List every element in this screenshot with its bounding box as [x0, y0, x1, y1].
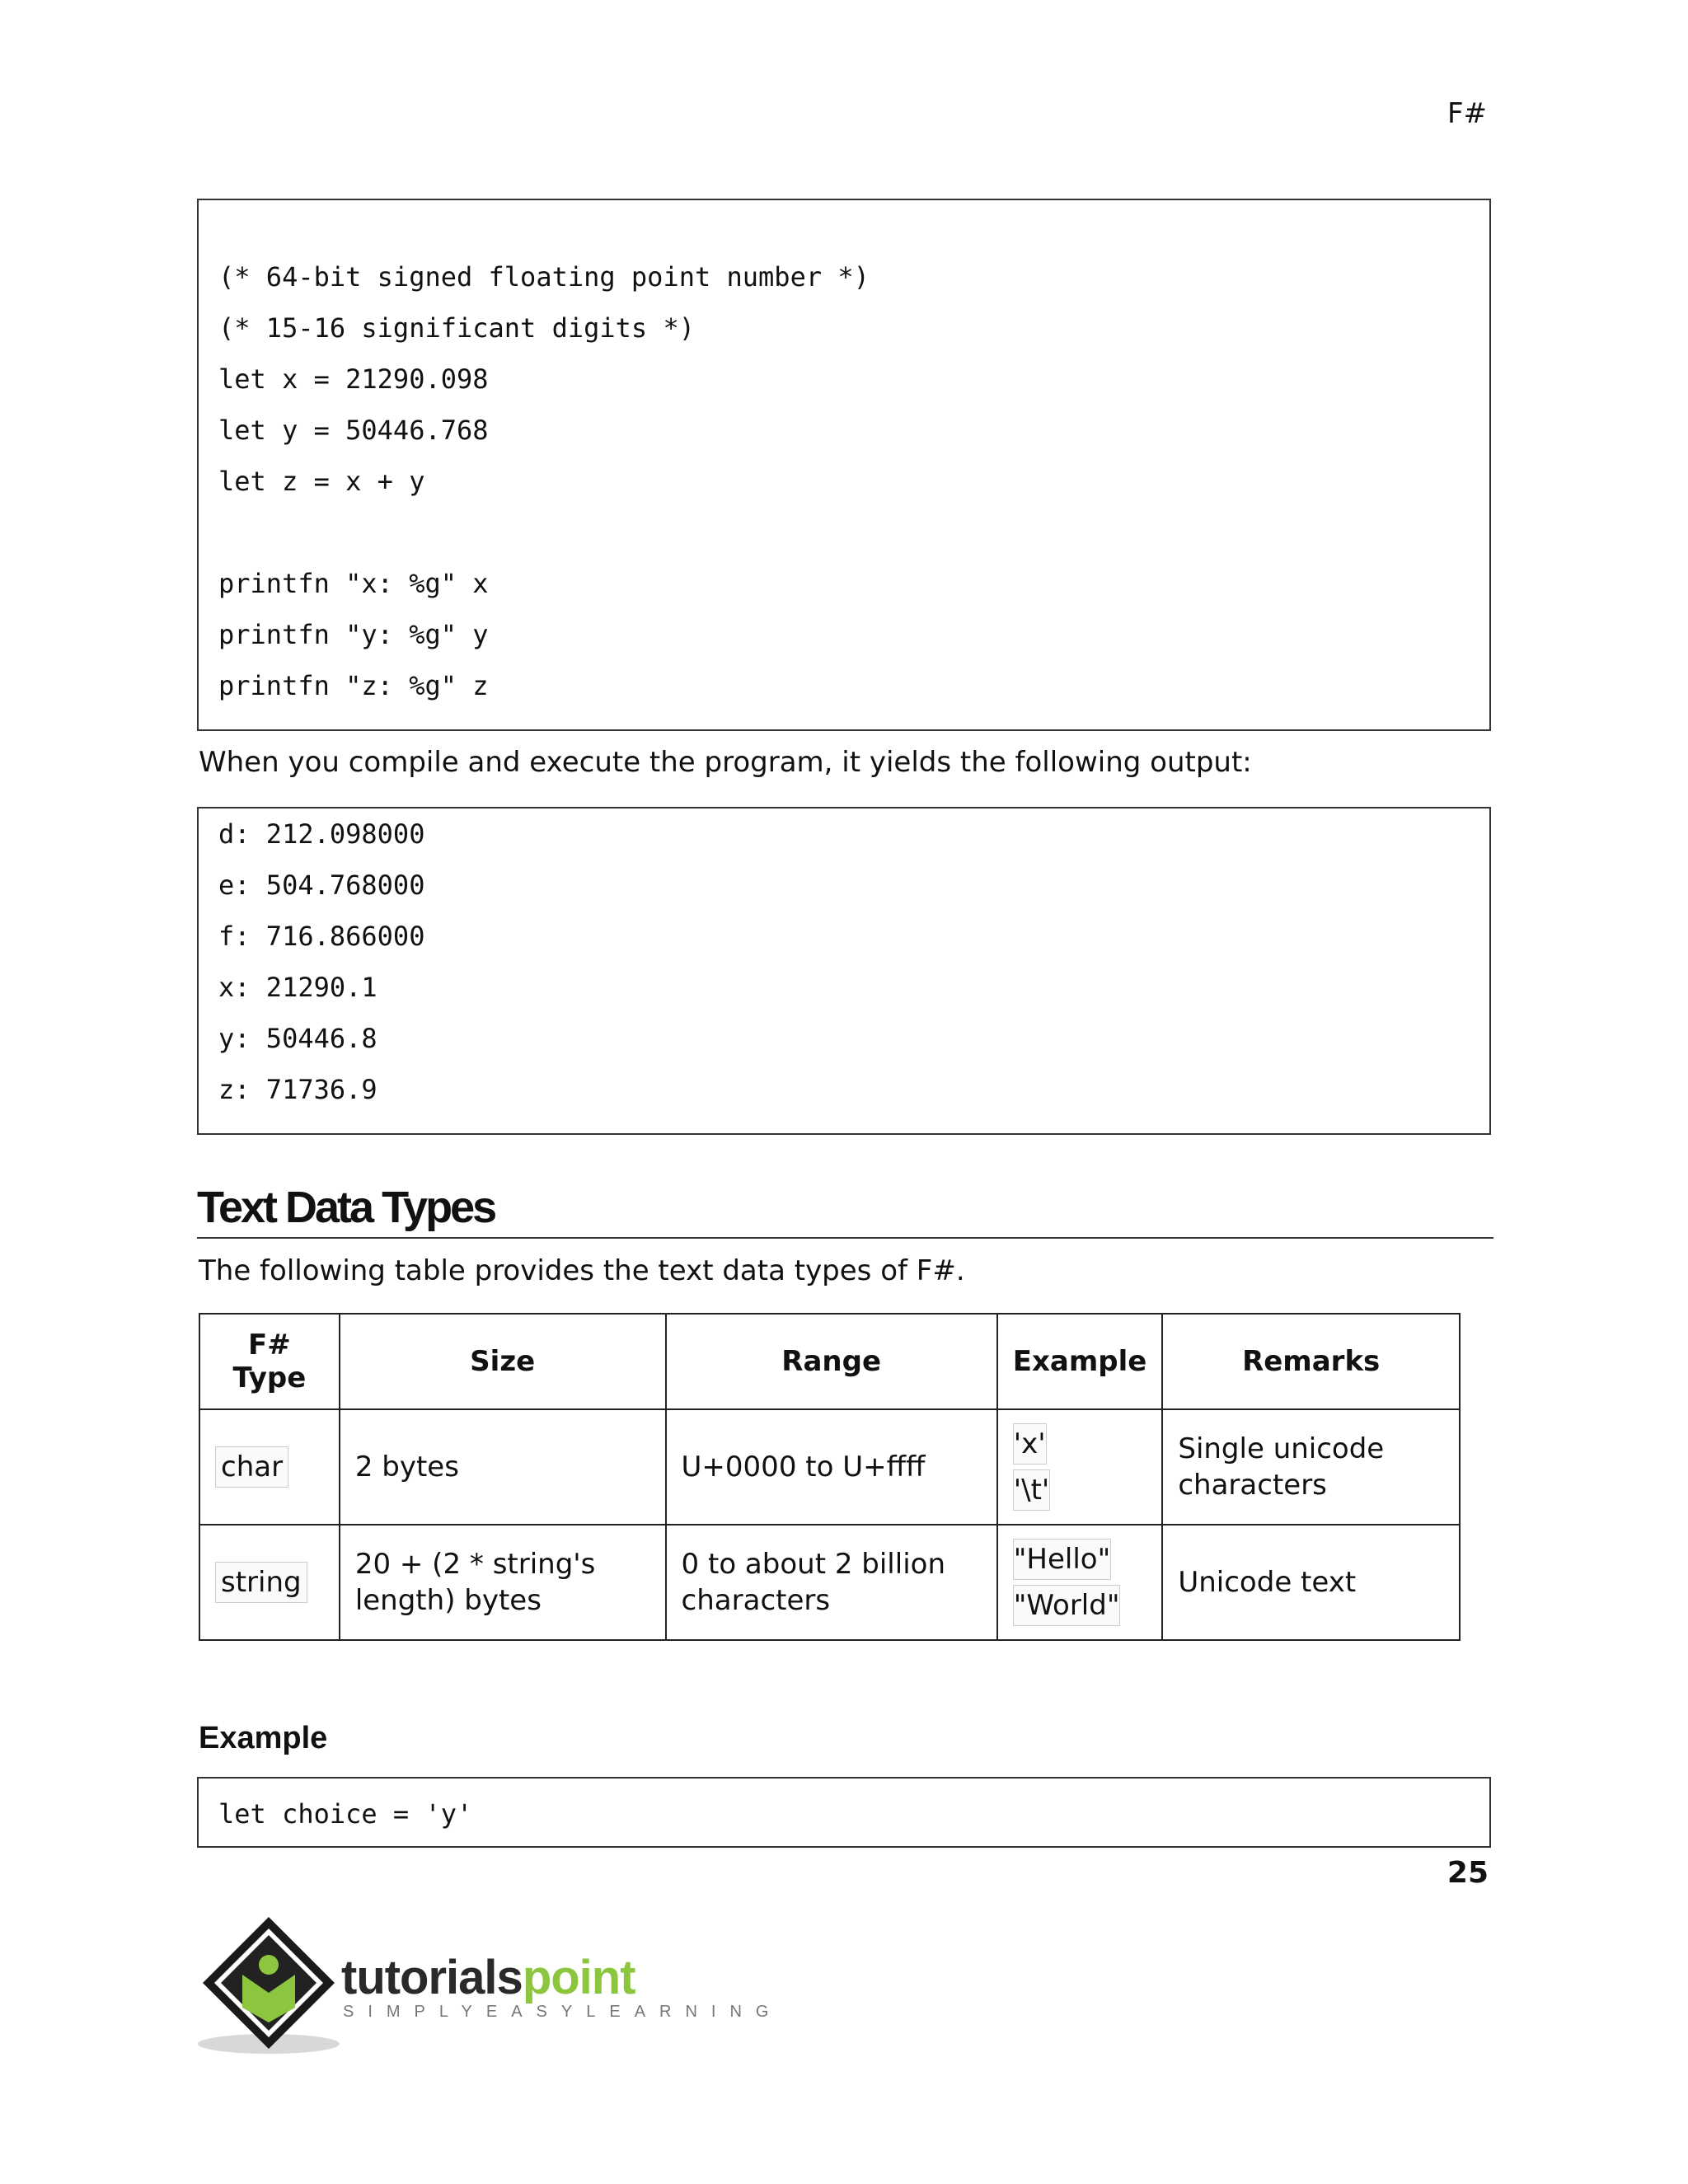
example-chip: "World" [1013, 1585, 1121, 1626]
table-row [199, 1409, 1460, 1525]
logo-diamond-icon [195, 1910, 343, 2059]
output-line: z: 71736.9 [218, 1074, 377, 1105]
code-line [218, 507, 1470, 558]
cell-example [997, 1409, 1163, 1525]
page-number: 25 [1447, 1856, 1489, 1890]
code-line: let choice = 'y' [218, 1798, 473, 1830]
type-chip: string [215, 1562, 307, 1603]
code-block-output [197, 807, 1491, 1135]
cell-size: 2 bytes [340, 1409, 666, 1525]
section-title: Text Data Types [197, 1183, 1493, 1239]
section-intro-text: The following table provides the text data types of F#. [199, 1254, 965, 1287]
tutorialspoint-logo [195, 1910, 783, 2059]
cell-type [199, 1525, 340, 1640]
output-line: e: 504.768000 [218, 869, 425, 901]
code-line: (* 15-16 significant digits *) [218, 312, 695, 344]
example-chip: "Hello" [1013, 1539, 1111, 1580]
header-range: Range [666, 1314, 997, 1409]
code-line: (* 64-bit signed floating point number *) [218, 261, 870, 293]
code-line: printfn "z: %g" z [218, 670, 489, 701]
cell-size: 20 + (2 * string's length) bytes [340, 1525, 666, 1640]
header-example: Example [997, 1314, 1163, 1409]
code-line: let z = x + y [218, 466, 425, 497]
example-chip: 'x' [1013, 1423, 1047, 1465]
cell-type [199, 1409, 340, 1525]
output-line: y: 50446.8 [218, 1023, 377, 1054]
page-header-title: F# [1447, 97, 1487, 130]
code-block-example [197, 1777, 1491, 1848]
code-line: let x = 21290.098 [218, 363, 489, 395]
output-line: d: 212.098000 [218, 818, 425, 850]
logo-tagline: SIMPLYEASYLEARNING [343, 2003, 783, 2021]
output-line: x: 21290.1 [218, 972, 377, 1003]
header-type: F# Type [199, 1314, 340, 1409]
code-block-source [197, 199, 1491, 731]
output-intro-text: When you compile and execute the program, it yields the following output: [199, 746, 1252, 779]
header-remarks: Remarks [1162, 1314, 1460, 1409]
code-line: printfn "x: %g" x [218, 568, 489, 599]
cell-example [997, 1525, 1163, 1640]
header-size: Size [340, 1314, 666, 1409]
output-line: f: 716.866000 [218, 921, 425, 952]
type-chip: char [215, 1446, 288, 1488]
cell-range: 0 to about 2 billion characters [666, 1525, 997, 1640]
example-chip: '\t' [1013, 1469, 1050, 1511]
cell-remarks: Single unicode characters [1162, 1409, 1460, 1525]
logo-wordmark: tutorialspoint [341, 1951, 635, 2004]
code-line: let y = 50446.768 [218, 415, 489, 446]
cell-range: U+0000 to U+ffff [666, 1409, 997, 1525]
table-header-row [199, 1314, 1460, 1409]
table-row [199, 1525, 1460, 1640]
cell-remarks: Unicode text [1162, 1525, 1460, 1640]
text-types-table [199, 1313, 1461, 1641]
example-heading: Example [199, 1721, 328, 1755]
code-line: printfn "y: %g" y [218, 619, 489, 650]
